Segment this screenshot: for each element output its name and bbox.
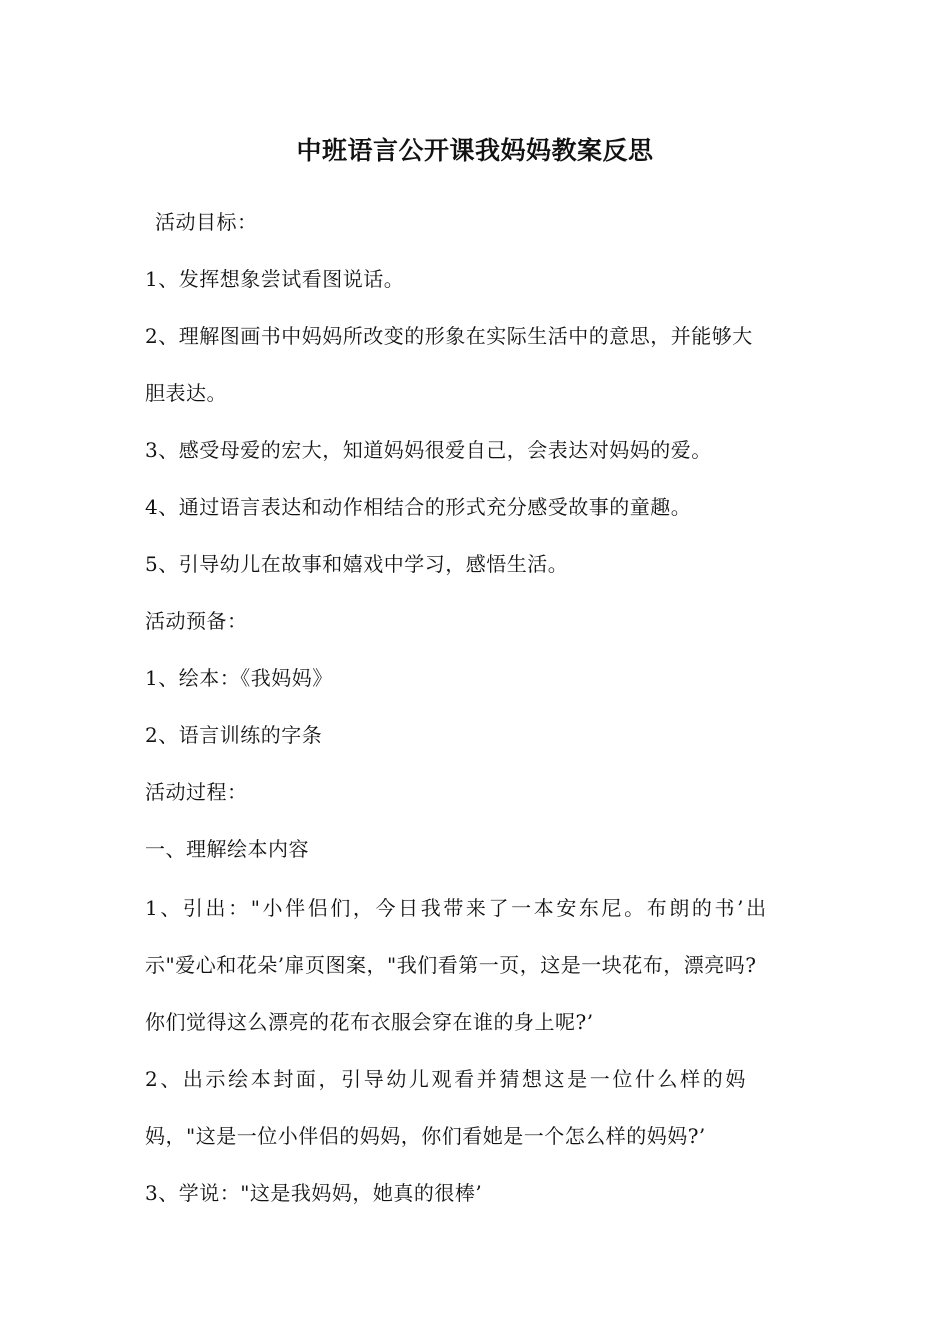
paragraph-line: 胆表达。 [145, 381, 227, 405]
section-heading-process: 活动过程： [145, 780, 248, 804]
paragraph-line: 1、绘本：《我妈妈》 [145, 666, 333, 690]
paragraph-line: 3、学说："这是我妈妈，她真的很棒’ [145, 1181, 483, 1205]
document-title: 中班语言公开课我妈妈教案反思 [296, 136, 654, 165]
paragraph-line: 3、感受母爱的宏大，知道妈妈很爱自己，会表达对妈妈的爱。 [145, 438, 712, 462]
section-heading-goals: 活动目标： [155, 210, 258, 234]
paragraph-line: 2、语言训练的字条 [145, 723, 323, 747]
paragraph-line: 妈，"这是一位小伴侣的妈妈，你们看她是一个怎么样的妈妈?’ [145, 1124, 706, 1148]
paragraph-line: 示"爱心和花朵’扉页图案，"我们看第一页，这是一块花布，漂亮吗? [145, 953, 757, 977]
paragraph-line: 2、理解图画书中妈妈所改变的形象在实际生活中的意思，并能够大 [145, 324, 753, 348]
paragraph-line: 1、引出："小伴侣们，今日我带来了一本安东尼。布朗的书’出 [145, 896, 769, 920]
paragraph-line: 2、出示绘本封面，引导幼儿观看并猜想这是一位什么样的妈 [145, 1067, 748, 1091]
paragraph-line: 1、发挥想象尝试看图说话。 [145, 267, 405, 291]
paragraph-line: 5、引导幼儿在故事和嬉戏中学习，感悟生活。 [145, 552, 569, 576]
paragraph-line: 4、通过语言表达和动作相结合的形式充分感受故事的童趣。 [145, 495, 692, 519]
paragraph-line: 你们觉得这么漂亮的花布衣服会穿在谁的身上呢?’ [145, 1010, 594, 1034]
subsection-heading: 一、理解绘本内容 [145, 837, 309, 861]
section-heading-preparation: 活动预备： [145, 609, 248, 633]
